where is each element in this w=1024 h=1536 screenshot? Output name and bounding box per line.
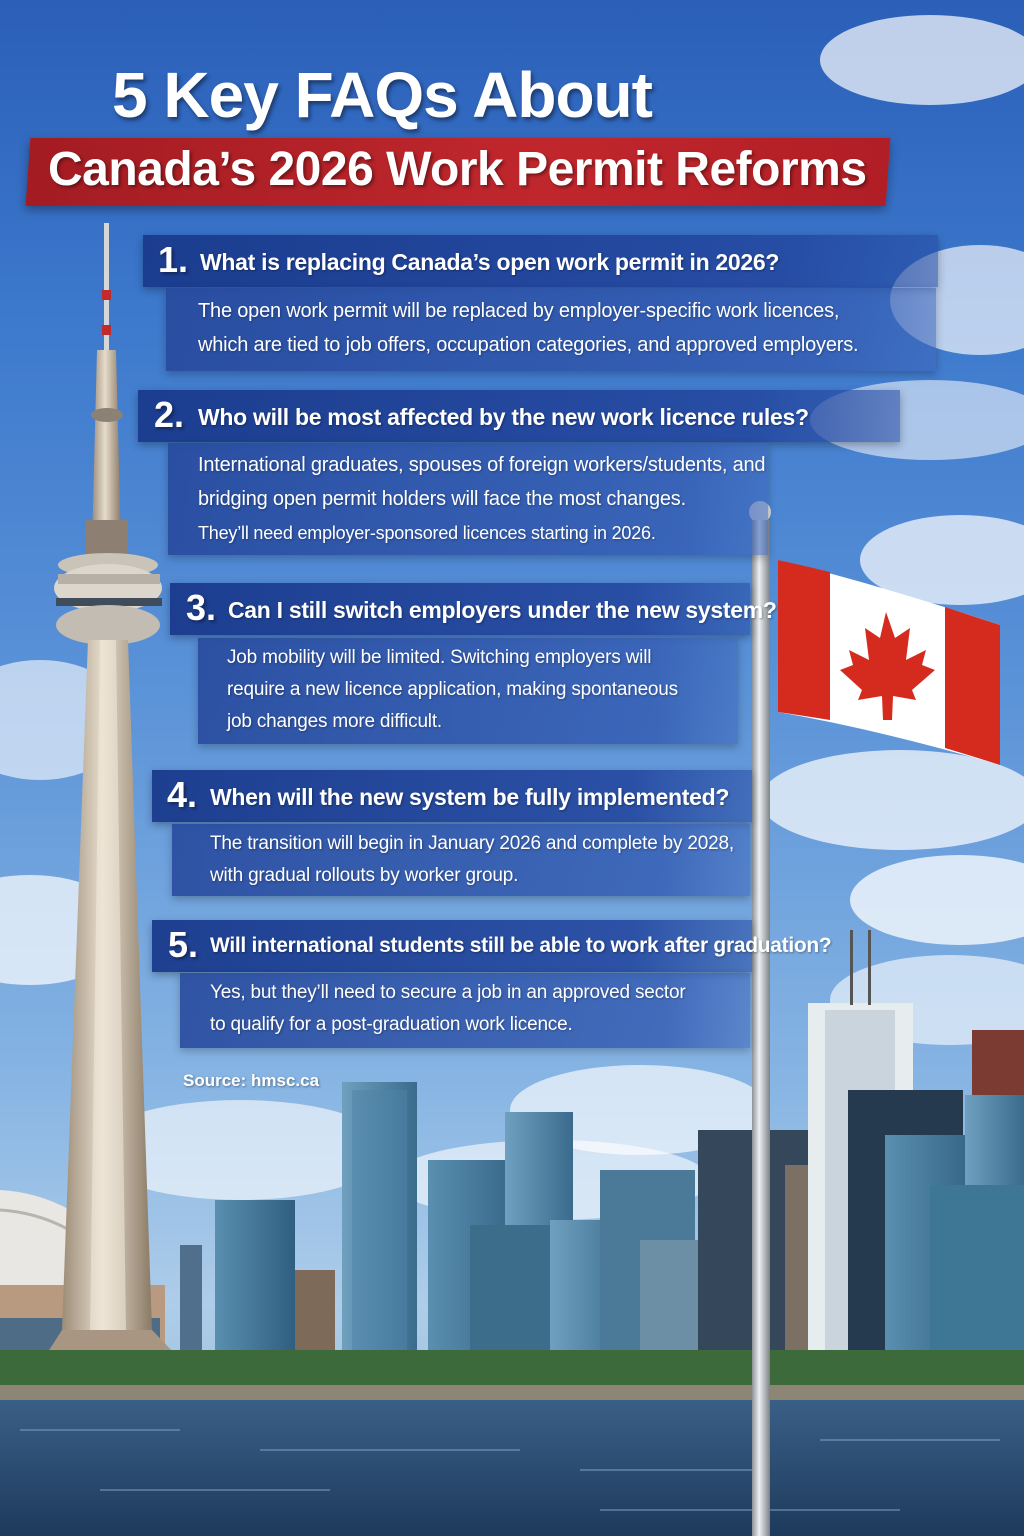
faq-number: 4. bbox=[167, 774, 198, 815]
faq-answer-line: The transition will begin in January 2026 and complete by 2028, bbox=[210, 833, 734, 854]
faq-number: 3. bbox=[186, 587, 217, 628]
page-subtitle: Canada’s 2026 Work Permit Reforms bbox=[48, 143, 867, 196]
faq-answer-line: International graduates, spouses of foreign workers/students, and bbox=[198, 454, 766, 476]
faq-answer-line: Job mobility will be limited. Switching employers will bbox=[227, 647, 652, 668]
flagpole bbox=[749, 501, 771, 1536]
faq-answer-line: They’ll need employer-sponsored licences starting in 2026. bbox=[198, 523, 656, 543]
faq-question: What is replacing Canada’s open work permit in 2026? bbox=[200, 249, 780, 275]
faq-answer bbox=[210, 977, 685, 1041]
source-credit: Source: hmsc.ca bbox=[183, 1071, 320, 1090]
page-title: 5 Key FAQs About bbox=[112, 59, 652, 131]
faq-answer-line: to qualify for a post-graduation work licence. bbox=[210, 1014, 573, 1035]
faq-answer bbox=[198, 294, 858, 362]
faq-answer-line: with gradual rollouts by worker group. bbox=[210, 865, 519, 886]
faq-answer-line: bridging open permit holders will face the most changes. bbox=[198, 488, 686, 510]
faq-question: When will the new system be fully implemented? bbox=[210, 784, 730, 810]
faq-answer-line: The open work permit will be replaced by employer-specific work licences, bbox=[198, 300, 840, 322]
faq-question: Will international students still be able to work after graduation? bbox=[210, 934, 832, 957]
faq-number: 5. bbox=[168, 924, 199, 965]
faq-answer-line: require a new licence application, making spontaneous bbox=[227, 679, 678, 700]
faq-answer-line: Yes, but they’ll need to secure a job in an approved sector bbox=[210, 982, 686, 1003]
faq-question: Can I still switch employers under the new system? bbox=[228, 597, 777, 623]
faq-number: 1. bbox=[158, 239, 189, 280]
faq-answer-line: job changes more difficult. bbox=[227, 711, 442, 732]
faq-answer bbox=[198, 448, 765, 550]
faq-answer bbox=[227, 642, 678, 738]
faq-answer bbox=[210, 828, 734, 892]
faq-number: 2. bbox=[154, 394, 185, 435]
lake-water bbox=[0, 1400, 1024, 1536]
faq-answer-line: which are tied to job offers, occupation categories, and approved employers. bbox=[198, 334, 859, 356]
faq-question: Who will be most affected by the new work licence rules? bbox=[198, 404, 809, 430]
